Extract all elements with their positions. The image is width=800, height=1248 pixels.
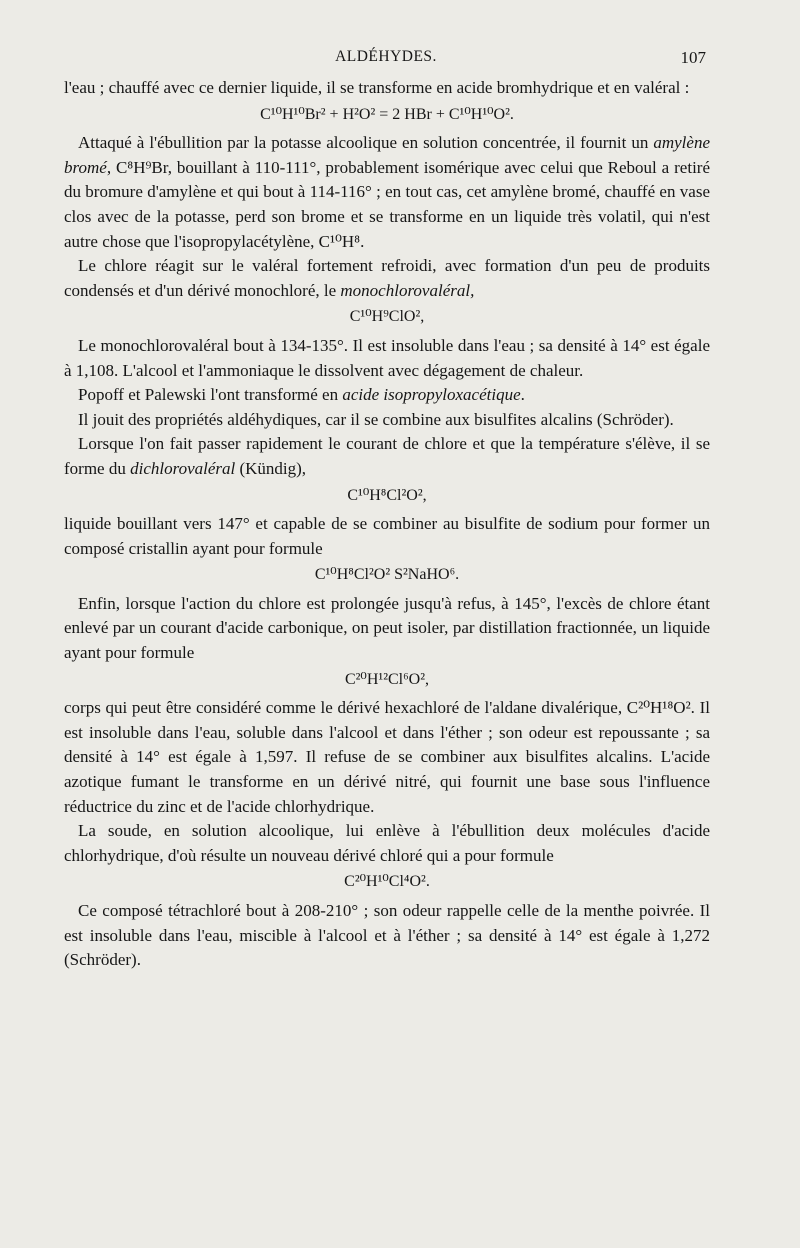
paragraph-8: liquide bouillant vers 147° et capable de se combiner au bisulfite de sodium pour former un composé cristallin ayant pour formule [64,514,710,558]
formula-hexachloro: C²⁰H¹²Cl⁶O², [344,670,430,688]
paragraph-7-text-a: Lorsque l'on fait passer rapidement le courant de chlore et que la température s'élève, il se forme du [64,434,710,478]
paragraph-12: Ce composé tétrachloré bout à 208-210° ; son odeur rappelle celle de la menthe poivrée. Il est insoluble dans l'eau, miscible à l'alcool et à l'éther ; sa densité à 14° est égale à 1,272 (Schröder). [64,901,710,970]
term-monochlorovaleral: monochlorovaléral, [340,280,475,300]
paragraph-6: Il jouit des propriétés aldéhydiques, car il se combine aux bisulfites alcalins (Schröder). [78,409,674,429]
paragraph-10: corps qui peut être considéré comme le dérivé hexachloré de l'aldane divalérique, C²⁰H¹⁸O². Il est insoluble dans l'eau, soluble dans l'alcool et dans l'éther ; son odeur est repoussante ; sa densité à 14° est égale à 1,597. Il refuse de se combiner aux bisulfites alcalins. L'acide azotique fumant le transforme en un dérivé nitré, qui fournit une base sous l'influence réductrice du zinc et de l'acide chlorhydrique. [64,698,710,816]
formula-tetrachloro: C²⁰H¹⁰Cl⁴O². [344,873,430,891]
page-header [66,44,706,68]
paragraph-9: Enfin, lorsque l'action du chlore est prolongée jusqu'à refus, à 145°, l'excès de chlore étant enlevé par un courant d'acide carbonique, on peut isoler, par distillation fractionnée, un liquide ayant pour formule [64,593,710,663]
paragraph-7 [64,432,710,481]
paragraph-5-text-b: . [520,385,525,405]
term-dichlorovaleral: dichlorovaléral [130,458,236,478]
running-title: ALDÉHYDES. [335,48,437,65]
paragraph-2 [64,131,710,254]
page-number: 107 [680,48,706,67]
paragraph-3 [64,254,710,303]
formula-valeral-reaction: C¹⁰H¹⁰Br² + H²O² = 2 HBr + C¹⁰H¹⁰O². [260,105,514,123]
body-text [64,76,710,973]
term-acide-isopropyloxacetique: acide isopropyloxacétique [342,385,521,405]
formula-bisulfite-compound: C¹⁰H⁸Cl²O² S²NaHO⁶. [314,566,460,584]
paragraph-1: l'eau ; chauffé avec ce dernier liquide, il se transforme en acide bromhydrique et en valéral : [64,78,690,97]
formula-dichlorovaleral: C¹⁰H⁸Cl²O², [347,486,427,504]
paragraph-2-text-a: Attaqué à l'ébullition par la potasse alcoolique en solution concentrée, il fournit un [78,133,654,153]
paragraph-5 [64,383,710,408]
paragraph-4: Le monochlorovaléral bout à 134-135°. Il est insoluble dans l'eau ; sa densité à 14° est égale à 1,108. L'alcool et l'ammoniaque le dissolvent avec dégagement de chaleur. [64,335,710,380]
paragraph-3-text-a: Le chlore réagit sur le valéral fortement refroidi, avec formation d'un peu de produits condensés et d'un dérivé monochloré, le [64,256,710,300]
term-amylene-brome: amylène bromé [64,133,710,177]
paragraph-11: La soude, en solution alcoolique, lui enlève à l'ébullition deux molécules d'acide chlorhydrique, d'où résulte un nouveau dérivé chloré qui a pour formule [64,821,710,865]
paragraph-7-text-b: (Kündig), [235,458,307,478]
formula-monochlorovaleral: C¹⁰H⁹ClO², [349,308,425,326]
paragraph-2-text-b: , C⁸H⁹Br, bouillant à 110-111°, probablement isomérique avec celui que Reboul a retiré du bromure d'amylène et qui bout à 114-116° ; en tout cas, cet amylène bromé, chauffé en vase clos avec de la potasse, perd son brome et se transforme en un liquide très volatil, qui n'est autre chose que l'isopropylacétylène, C¹⁰H⁸. [64,157,710,251]
paragraph-5-text-a: Popoff et Palewski l'ont transformé en [78,385,343,405]
